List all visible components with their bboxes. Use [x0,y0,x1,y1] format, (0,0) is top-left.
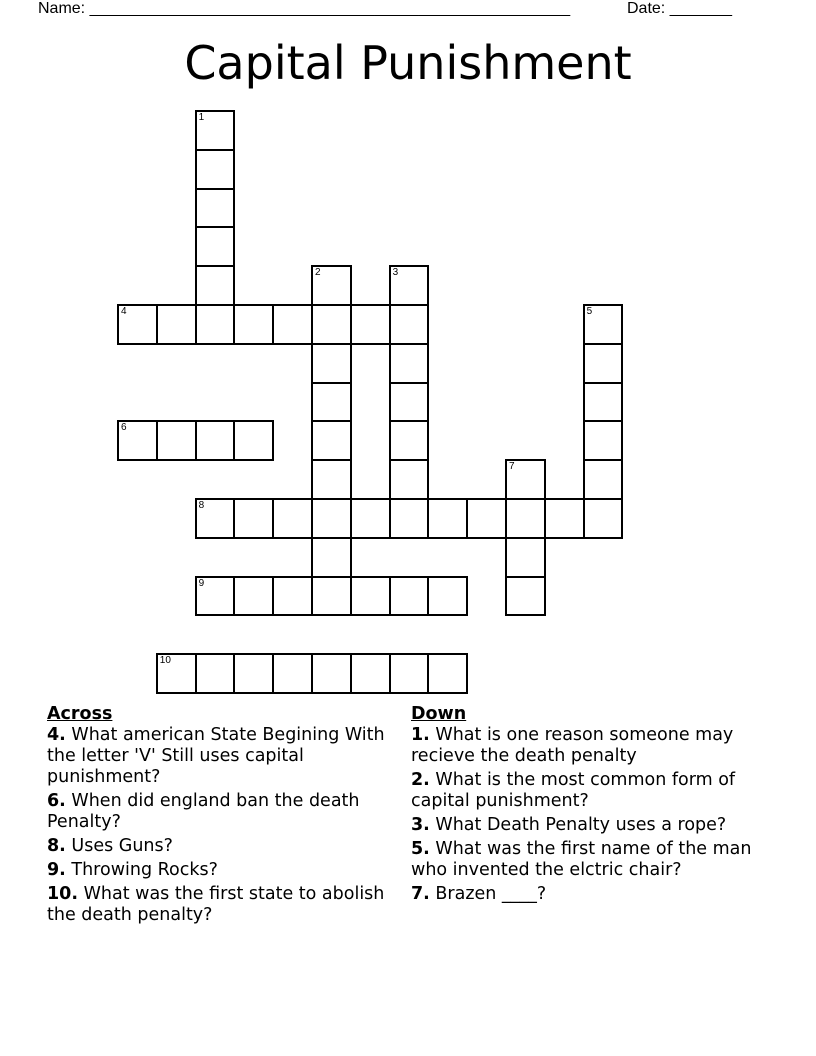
clue-number: 7. [411,884,430,904]
clue-number: 4. [47,725,66,745]
crossword-cell[interactable] [389,498,430,539]
clue-text: What was the first state to abolish the death penalty? [47,884,385,925]
clue-down-7 [411,884,781,905]
clue-text: What is the most common form of capital punishment? [411,770,736,811]
across-clues [47,704,397,929]
clue-across-9 [47,860,397,881]
cell-number: 6 [121,422,127,434]
crossword-cell[interactable] [233,304,274,345]
clue-text: What is one reason someone may recieve the death penalty [411,725,734,766]
date-field: Date: _______ [627,0,732,17]
cell-number: 7 [509,461,515,473]
crossword-cell[interactable] [505,576,546,617]
clue-text: What Death Penalty uses a rope? [435,815,727,835]
clue-down-1 [411,725,781,767]
clue-across-4 [47,725,397,788]
across-heading: Across [47,704,113,724]
cell-number: 8 [198,500,205,511]
crossword-cell[interactable] [583,420,624,461]
crossword-cell[interactable] [272,304,313,345]
crossword-cell[interactable] [389,576,430,617]
crossword-cell[interactable] [583,304,624,345]
crossword-cell[interactable] [389,459,430,500]
crossword-cell[interactable] [272,653,313,694]
crossword-cell[interactable] [117,304,158,345]
crossword-cell[interactable] [311,382,352,423]
crossword-cell[interactable] [389,420,430,461]
clue-down-5 [411,839,781,881]
cell-number: 9 [198,577,205,589]
crossword-cell[interactable] [427,653,468,694]
crossword-cell[interactable] [272,498,313,539]
crossword-cell[interactable] [505,537,546,578]
clue-text: What was the first name of the man who invented the elctric chair? [411,839,752,880]
clue-text: What american State Begining With the letter 'V' Still uses capital punishment? [47,725,385,787]
clue-number: 6. [47,791,66,811]
clue-number: 2. [411,770,430,790]
crossword-cell[interactable] [427,576,468,617]
crossword-cell[interactable] [311,576,352,617]
cell-number: 3 [392,267,399,279]
crossword-cell[interactable] [311,459,352,500]
clue-text: Throwing Rocks? [71,860,218,880]
crossword-cell[interactable] [195,304,236,345]
crossword-cell[interactable] [583,343,624,384]
cell-number: 10 [159,655,171,667]
crossword-cell[interactable] [583,459,624,500]
clue-across-6 [47,791,397,833]
crossword-cell[interactable] [117,420,158,461]
clue-number: 5. [411,839,430,859]
crossword-cell[interactable] [195,498,236,539]
crossword-cell[interactable] [311,498,352,539]
crossword-cell[interactable] [156,304,197,345]
clue-text: When did england ban the death Penalty? [47,791,360,832]
crossword-cell[interactable] [544,498,585,539]
crossword-cell[interactable] [156,420,197,461]
down-clues [411,704,781,908]
crossword-cell[interactable] [311,653,352,694]
clue-number: 3. [411,815,430,835]
cell-number: 5 [586,306,593,317]
crossword-cell[interactable] [505,459,546,500]
crossword-cell[interactable] [311,265,352,306]
crossword-cell[interactable] [195,188,236,229]
crossword-cell[interactable] [195,653,236,694]
cell-number: 1 [198,112,205,123]
crossword-cell[interactable] [427,498,468,539]
crossword-cell[interactable] [233,653,274,694]
clue-number: 10. [47,884,79,904]
crossword-cell[interactable] [389,265,430,306]
crossword-cell[interactable] [466,498,507,539]
cell-number: 2 [315,267,321,279]
crossword-cell[interactable] [583,382,624,423]
crossword-cell[interactable] [389,653,430,694]
crossword-cell[interactable] [350,304,391,345]
clue-down-2 [411,770,781,812]
crossword-cell[interactable] [389,343,430,384]
clue-number: 9. [47,860,66,880]
cell-number: 4 [121,306,127,317]
crossword-cell[interactable] [311,304,352,345]
clue-number: 8. [47,836,66,856]
crossword-cell[interactable] [233,420,274,461]
clue-across-8 [47,836,397,857]
crossword-cell[interactable] [311,420,352,461]
crossword-cell[interactable] [195,226,236,267]
down-heading: Down [411,704,467,724]
crossword-cell[interactable] [233,498,274,539]
clue-text: Uses Guns? [71,836,173,856]
crossword-cell[interactable] [350,653,391,694]
crossword-cell[interactable] [195,576,236,617]
crossword-cell[interactable] [156,653,197,694]
crossword-cell[interactable] [311,537,352,578]
crossword-cell[interactable] [195,265,236,306]
crossword-cell[interactable] [389,382,430,423]
page-title: Capital Punishment [184,36,632,90]
clue-across-10 [47,884,397,926]
crossword-cell[interactable] [389,304,430,345]
crossword-cell[interactable] [350,498,391,539]
crossword-cell[interactable] [311,343,352,384]
clue-text: Brazen ____? [435,884,547,904]
crossword-cell[interactable] [195,420,236,461]
crossword-cell[interactable] [583,498,624,539]
crossword-cell[interactable] [350,576,391,617]
crossword-cell[interactable] [233,576,274,617]
crossword-cell[interactable] [195,149,236,190]
clue-down-3 [411,815,781,836]
crossword-cell[interactable] [195,110,236,151]
crossword-cell[interactable] [505,498,546,539]
clue-number: 1. [411,725,430,745]
crossword-cell[interactable] [272,576,313,617]
name-field: Name: ______________________________________________________ [38,0,571,17]
